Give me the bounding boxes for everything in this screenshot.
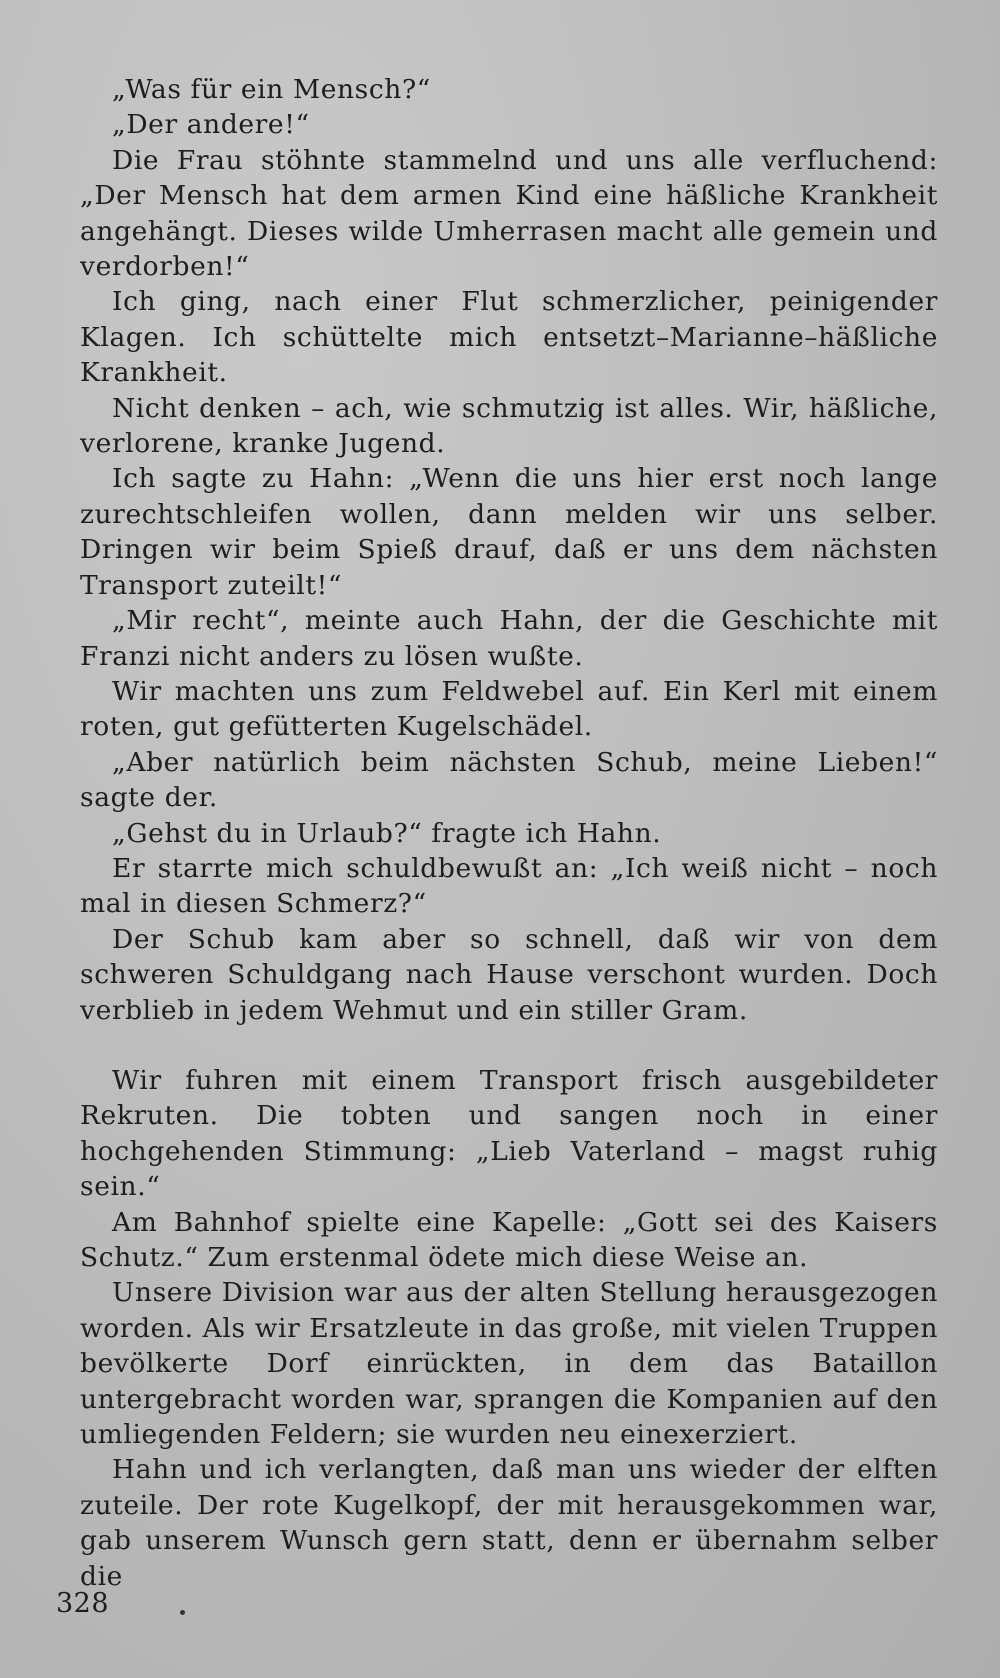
paragraph: Ich sagte zu Hahn: „Wenn die uns hier erst noch lange zurechtschleifen wollen, dann melden wir uns selber. Dringen wir beim Spieß drauf, daß er uns dem nächsten Transport zuteilt!“ [80,463,938,601]
paragraph: Wir fuhren mit einem Transport frisch ausgebildeter Rekruten. Die tobten und sangen noch in einer hochgehenden Stimmung: „Lieb Vaterland – magst ruhig sein.“ [80,1064,938,1203]
paragraph: „Gehst du in Urlaub?“ fragte ich Hahn. [112,817,662,849]
paragraph: „Mir recht“, meinte auch Hahn, der die Geschichte mit Franzi nicht anders zu lösen wußte. [80,605,938,672]
paragraph: Hahn und ich verlangten, daß man uns wieder der elften zuteile. Der rote Kugelkopf, der mit herausgekommen war, gab unserem Wunsch gern statt, denn er übernahm selber die [80,1454,938,1592]
paragraph: Wir machten uns zum Feldwebel auf. Ein Kerl mit einem roten, gut gefütterten Kugelschädel. [80,675,938,743]
paragraph: Die Frau stöhnte stammelnd und uns alle verfluchend: „Der Mensch hat dem armen Kind eine häßliche Krankheit angehängt. Dieses wilde Umherrasen macht alle gemein und verdorben!“ [80,144,938,283]
paragraph: Er starrte mich schuldbewußt an: „Ich weiß nicht – noch mal in diesen Schmerz?“ [80,852,938,920]
paragraph: Nicht denken – ach, wie schmutzig ist alles. Wir, häßliche, verlorene, kranke Jugend. [80,392,938,460]
print-speck [180,1610,185,1615]
paragraph: Der Schub kam aber so schnell, daß wir von dem schweren Schuldgang nach Hause verschont wurden. Doch verblieb in jedem Wehmut und ein stiller Gram. [80,923,938,1026]
paragraph: Am Bahnhof spielte eine Kapelle: „Gott sei des Kaisers Schutz.“ Zum erstenmal ödete mich diese Weise an. [80,1206,938,1273]
paragraph: „Aber natürlich beim nächsten Schub, meine Lieben!“ sagte der. [80,746,938,814]
page-number: 328 [56,1588,110,1619]
paragraph: Ich ging, nach einer Flut schmerzlicher, peinigender Klagen. Ich schüttelte mich entsetzt–Marianne–häßliche Krankheit. [80,286,938,389]
paragraph: „Der andere!“ [112,109,310,141]
body-text [80,72,938,1594]
section-break [80,1028,938,1063]
paragraph: Unsere Division war aus der alten Stellung herausgezogen worden. Als wir Ersatzleute in das große, mit vielen Truppen bevölkerte Dorf einrückten, in dem das Bataillon untergebracht worden war, sprangen die Kompanien auf den umliegenden Feldern; sie wurden neu einexerziert. [80,1277,938,1451]
paragraph: „Was für ein Mensch?“ [112,74,431,105]
